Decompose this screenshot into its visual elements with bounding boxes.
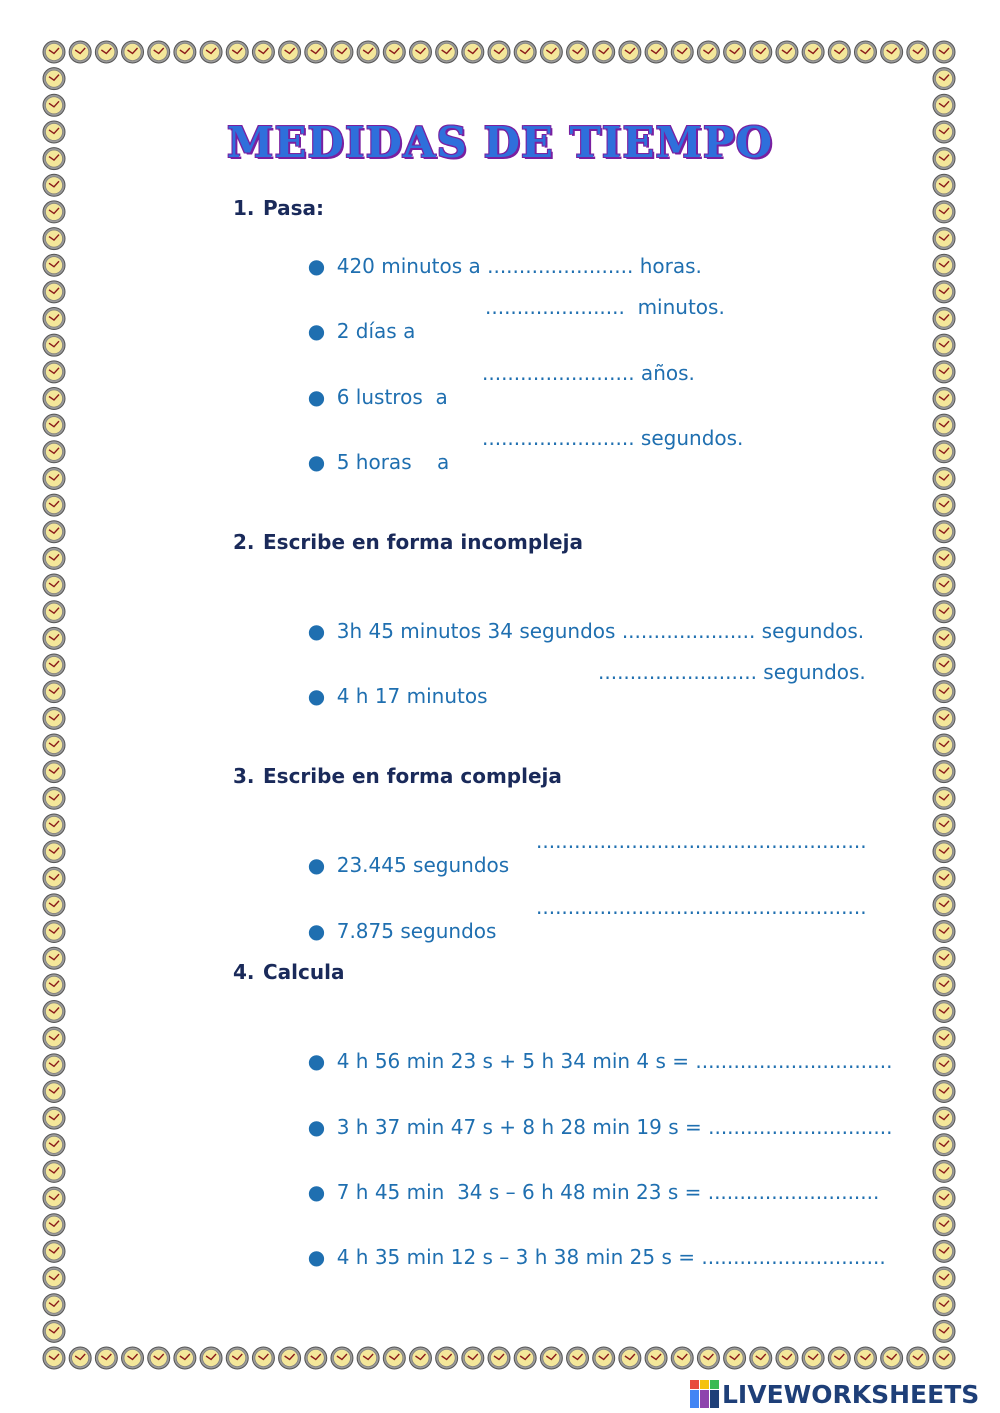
clock-icon xyxy=(933,547,955,569)
clock-icon xyxy=(514,1347,536,1369)
answer-blank: ...................... minutos. xyxy=(485,295,725,319)
clock-icon xyxy=(933,1187,955,1209)
clock-icon xyxy=(933,1107,955,1129)
question-text: Escribe en forma compleja xyxy=(263,764,562,788)
clock-icon xyxy=(933,1347,955,1369)
clock-icon xyxy=(43,867,65,889)
clock-icon xyxy=(43,547,65,569)
clock-icon xyxy=(43,601,65,623)
bullet-icon: ● xyxy=(307,450,326,474)
clock-icon xyxy=(43,94,65,116)
clock-icon xyxy=(383,1347,405,1369)
clock-icon xyxy=(436,41,458,63)
brand-name: LIVEWORKSHEETS xyxy=(722,1379,980,1409)
clock-icon xyxy=(567,41,589,63)
clock-icon xyxy=(619,1347,641,1369)
clock-icon xyxy=(43,334,65,356)
list-item xyxy=(295,1025,892,1073)
clock-icon xyxy=(43,441,65,463)
clock-icon xyxy=(933,947,955,969)
clock-icon xyxy=(933,814,955,836)
clock-icon xyxy=(43,574,65,596)
clock-icon xyxy=(43,308,65,330)
bullet-icon: ● xyxy=(307,919,326,943)
clock-icon xyxy=(933,254,955,276)
clock-icon xyxy=(881,1347,903,1369)
list-item xyxy=(295,230,702,278)
clock-icon xyxy=(43,228,65,250)
liveworksheets-logo[interactable] xyxy=(690,1379,979,1409)
list-item xyxy=(295,895,895,943)
clock-icon xyxy=(854,1347,876,1369)
clock-icon xyxy=(43,627,65,649)
bullet-icon: ● xyxy=(307,319,326,343)
item-text: 2 días a xyxy=(336,319,416,343)
clock-icon xyxy=(488,1347,510,1369)
clock-icon xyxy=(933,521,955,543)
question-text: Calcula xyxy=(263,960,345,984)
clock-icon xyxy=(776,41,798,63)
clock-icon xyxy=(540,41,562,63)
clock-icon xyxy=(43,521,65,543)
item-text: 5 horas a xyxy=(336,450,450,474)
question-3-heading xyxy=(233,764,562,788)
clock-icon xyxy=(933,1054,955,1076)
clock-icon xyxy=(43,894,65,916)
clock-icon xyxy=(436,1347,458,1369)
clock-icon xyxy=(43,1320,65,1342)
list-item xyxy=(295,426,855,474)
clock-icon xyxy=(724,1347,746,1369)
clock-icon xyxy=(279,41,301,63)
list-item xyxy=(295,660,895,708)
clock-icon xyxy=(933,574,955,596)
clock-icon xyxy=(933,201,955,223)
clock-icon xyxy=(907,41,929,63)
clock-icon xyxy=(43,68,65,90)
clock-icon xyxy=(933,894,955,916)
clock-icon xyxy=(226,41,248,63)
clock-icon xyxy=(95,1347,117,1369)
clock-icon xyxy=(174,1347,196,1369)
clock-icon xyxy=(619,41,641,63)
clock-icon xyxy=(43,947,65,969)
clock-icon xyxy=(933,334,955,356)
clock-icon xyxy=(933,1001,955,1023)
clock-icon xyxy=(43,1160,65,1182)
clock-icon xyxy=(933,281,955,303)
clock-icon xyxy=(43,1027,65,1049)
item-text: 4 h 35 min 12 s – 3 h 38 min 25 s = ............................. xyxy=(336,1245,886,1269)
clock-icon xyxy=(252,41,274,63)
question-number: 4. xyxy=(233,960,255,984)
clock-icon xyxy=(122,41,144,63)
clock-icon xyxy=(881,41,903,63)
question-4-heading xyxy=(233,960,344,984)
clock-icon xyxy=(750,41,772,63)
item-text: 4 h 56 min 23 s + 5 h 34 min 4 s = ............................... xyxy=(336,1049,893,1073)
bullet-icon: ● xyxy=(307,853,326,877)
item-text: 6 lustros a xyxy=(336,385,448,409)
clock-icon xyxy=(933,1240,955,1262)
clock-icon xyxy=(933,761,955,783)
bullet-icon: ● xyxy=(307,619,326,643)
clock-icon xyxy=(933,681,955,703)
clock-icon xyxy=(43,201,65,223)
clock-icon xyxy=(933,94,955,116)
clock-icon xyxy=(43,1001,65,1023)
clock-icon xyxy=(43,921,65,943)
clock-icon xyxy=(854,41,876,63)
clock-icon xyxy=(43,494,65,516)
bullet-icon: ● xyxy=(307,684,326,708)
clock-icon xyxy=(43,1080,65,1102)
question-text: Escribe en forma incompleja xyxy=(263,530,583,554)
clock-icon xyxy=(724,41,746,63)
list-item xyxy=(295,595,864,643)
clock-icon xyxy=(933,494,955,516)
clock-icon xyxy=(462,41,484,63)
clock-icon xyxy=(933,414,955,436)
question-number: 3. xyxy=(233,764,255,788)
clock-icon xyxy=(697,41,719,63)
clock-icon xyxy=(43,414,65,436)
clock-icon xyxy=(802,41,824,63)
clock-icon xyxy=(43,681,65,703)
clock-icon xyxy=(43,654,65,676)
clock-icon xyxy=(357,1347,379,1369)
clock-icon xyxy=(776,1347,798,1369)
clock-icon xyxy=(383,41,405,63)
bullet-icon: ● xyxy=(307,1180,326,1204)
clock-icon xyxy=(933,41,955,63)
clock-icon xyxy=(645,41,667,63)
item-text: 7.875 segundos xyxy=(336,919,497,943)
clock-icon xyxy=(933,601,955,623)
clock-icon xyxy=(933,1027,955,1049)
clock-icon xyxy=(933,1214,955,1236)
clock-icon xyxy=(43,254,65,276)
clock-icon xyxy=(43,787,65,809)
clock-icon xyxy=(95,41,117,63)
clock-icon xyxy=(43,41,65,63)
clock-icon xyxy=(933,1320,955,1342)
clock-icon xyxy=(43,974,65,996)
item-text: 3h 45 minutos 34 segundos ..................... segundos. xyxy=(336,619,865,643)
clock-icon xyxy=(933,387,955,409)
clock-icon xyxy=(43,1187,65,1209)
clock-icon xyxy=(933,627,955,649)
question-text: Pasa: xyxy=(263,196,325,220)
list-item xyxy=(295,1091,892,1139)
item-text: 7 h 45 min 34 s – 6 h 48 min 23 s = ........................... xyxy=(336,1180,880,1204)
clock-icon xyxy=(43,1347,65,1369)
clock-icon xyxy=(933,787,955,809)
clock-icon xyxy=(148,41,170,63)
answer-blank: ......................... segundos. xyxy=(598,660,866,684)
clock-icon xyxy=(305,41,327,63)
liveworksheets-logo-icon xyxy=(690,1380,720,1408)
question-number: 1. xyxy=(233,196,255,220)
bullet-icon: ● xyxy=(307,1049,326,1073)
answer-blank: ........................ años. xyxy=(482,361,695,385)
question-number: 2. xyxy=(233,530,255,554)
clock-icon xyxy=(279,1347,301,1369)
clock-icon xyxy=(43,707,65,729)
clock-icon xyxy=(200,1347,222,1369)
list-item xyxy=(295,829,895,877)
clock-icon xyxy=(671,1347,693,1369)
clock-icon xyxy=(43,174,65,196)
item-text: 420 minutos a ....................... horas. xyxy=(336,254,702,278)
clock-icon xyxy=(593,41,615,63)
clock-icon xyxy=(43,734,65,756)
clock-icon xyxy=(43,1240,65,1262)
bullet-icon: ● xyxy=(307,385,326,409)
question-1-heading xyxy=(233,196,324,220)
clock-icon xyxy=(933,707,955,729)
clock-icon xyxy=(593,1347,615,1369)
clock-icon xyxy=(933,841,955,863)
clock-icon xyxy=(933,734,955,756)
answer-blank: .................................................... xyxy=(536,829,867,853)
page-title: MEDIDAS DE TIEMPO xyxy=(226,118,774,167)
clock-icon xyxy=(43,1294,65,1316)
clock-icon xyxy=(907,1347,929,1369)
clock-icon xyxy=(933,441,955,463)
clock-icon xyxy=(226,1347,248,1369)
clock-icon xyxy=(43,1267,65,1289)
clock-icon xyxy=(43,1107,65,1129)
clock-icon xyxy=(462,1347,484,1369)
clock-icon xyxy=(933,361,955,383)
clock-icon xyxy=(933,921,955,943)
bullet-icon: ● xyxy=(307,254,326,278)
question-2-heading xyxy=(233,530,583,554)
clock-icon xyxy=(357,41,379,63)
list-item xyxy=(295,295,855,343)
answer-blank: .................................................... xyxy=(536,895,867,919)
clock-icon xyxy=(148,1347,170,1369)
clock-icon xyxy=(828,41,850,63)
answer-blank: ........................ segundos. xyxy=(482,426,744,450)
clock-icon xyxy=(69,41,91,63)
clock-icon xyxy=(933,174,955,196)
clock-icon xyxy=(43,841,65,863)
clock-icon xyxy=(43,467,65,489)
clock-icon xyxy=(43,361,65,383)
clock-icon xyxy=(43,281,65,303)
clock-icon xyxy=(933,308,955,330)
clock-icon xyxy=(933,228,955,250)
clock-icon xyxy=(331,1347,353,1369)
item-text: 3 h 37 min 47 s + 8 h 28 min 19 s = ............................. xyxy=(336,1115,893,1139)
clock-icon xyxy=(43,1054,65,1076)
clock-icon xyxy=(933,654,955,676)
clock-icon xyxy=(43,814,65,836)
clock-icon xyxy=(409,1347,431,1369)
clock-icon xyxy=(514,41,536,63)
clock-icon xyxy=(200,41,222,63)
clock-icon xyxy=(43,1134,65,1156)
clock-icon xyxy=(252,1347,274,1369)
clock-icon xyxy=(69,1347,91,1369)
clock-icon xyxy=(933,1134,955,1156)
clock-icon xyxy=(488,41,510,63)
clock-icon xyxy=(802,1347,824,1369)
list-item xyxy=(295,1156,879,1204)
clock-icon xyxy=(933,1267,955,1289)
clock-icon xyxy=(671,41,693,63)
clock-icon xyxy=(697,1347,719,1369)
clock-icon xyxy=(933,974,955,996)
bullet-icon: ● xyxy=(307,1245,326,1269)
clock-icon xyxy=(828,1347,850,1369)
clock-icon xyxy=(305,1347,327,1369)
bullet-icon: ● xyxy=(307,1115,326,1139)
clock-icon xyxy=(43,387,65,409)
clock-icon xyxy=(933,1160,955,1182)
clock-icon xyxy=(43,761,65,783)
clock-icon xyxy=(331,41,353,63)
clock-icon xyxy=(933,867,955,889)
clock-icon xyxy=(933,467,955,489)
clock-icon xyxy=(43,1214,65,1236)
clock-icon xyxy=(174,41,196,63)
clock-icon xyxy=(122,1347,144,1369)
clock-icon xyxy=(409,41,431,63)
clock-icon xyxy=(933,1080,955,1102)
list-item xyxy=(295,1221,886,1269)
clock-icon xyxy=(540,1347,562,1369)
clock-icon xyxy=(933,1294,955,1316)
list-item xyxy=(295,361,855,409)
item-text: 4 h 17 minutos xyxy=(336,684,488,708)
clock-icon xyxy=(645,1347,667,1369)
item-text: 23.445 segundos xyxy=(336,853,510,877)
clock-icon xyxy=(750,1347,772,1369)
clock-icon xyxy=(567,1347,589,1369)
clock-icon xyxy=(933,68,955,90)
